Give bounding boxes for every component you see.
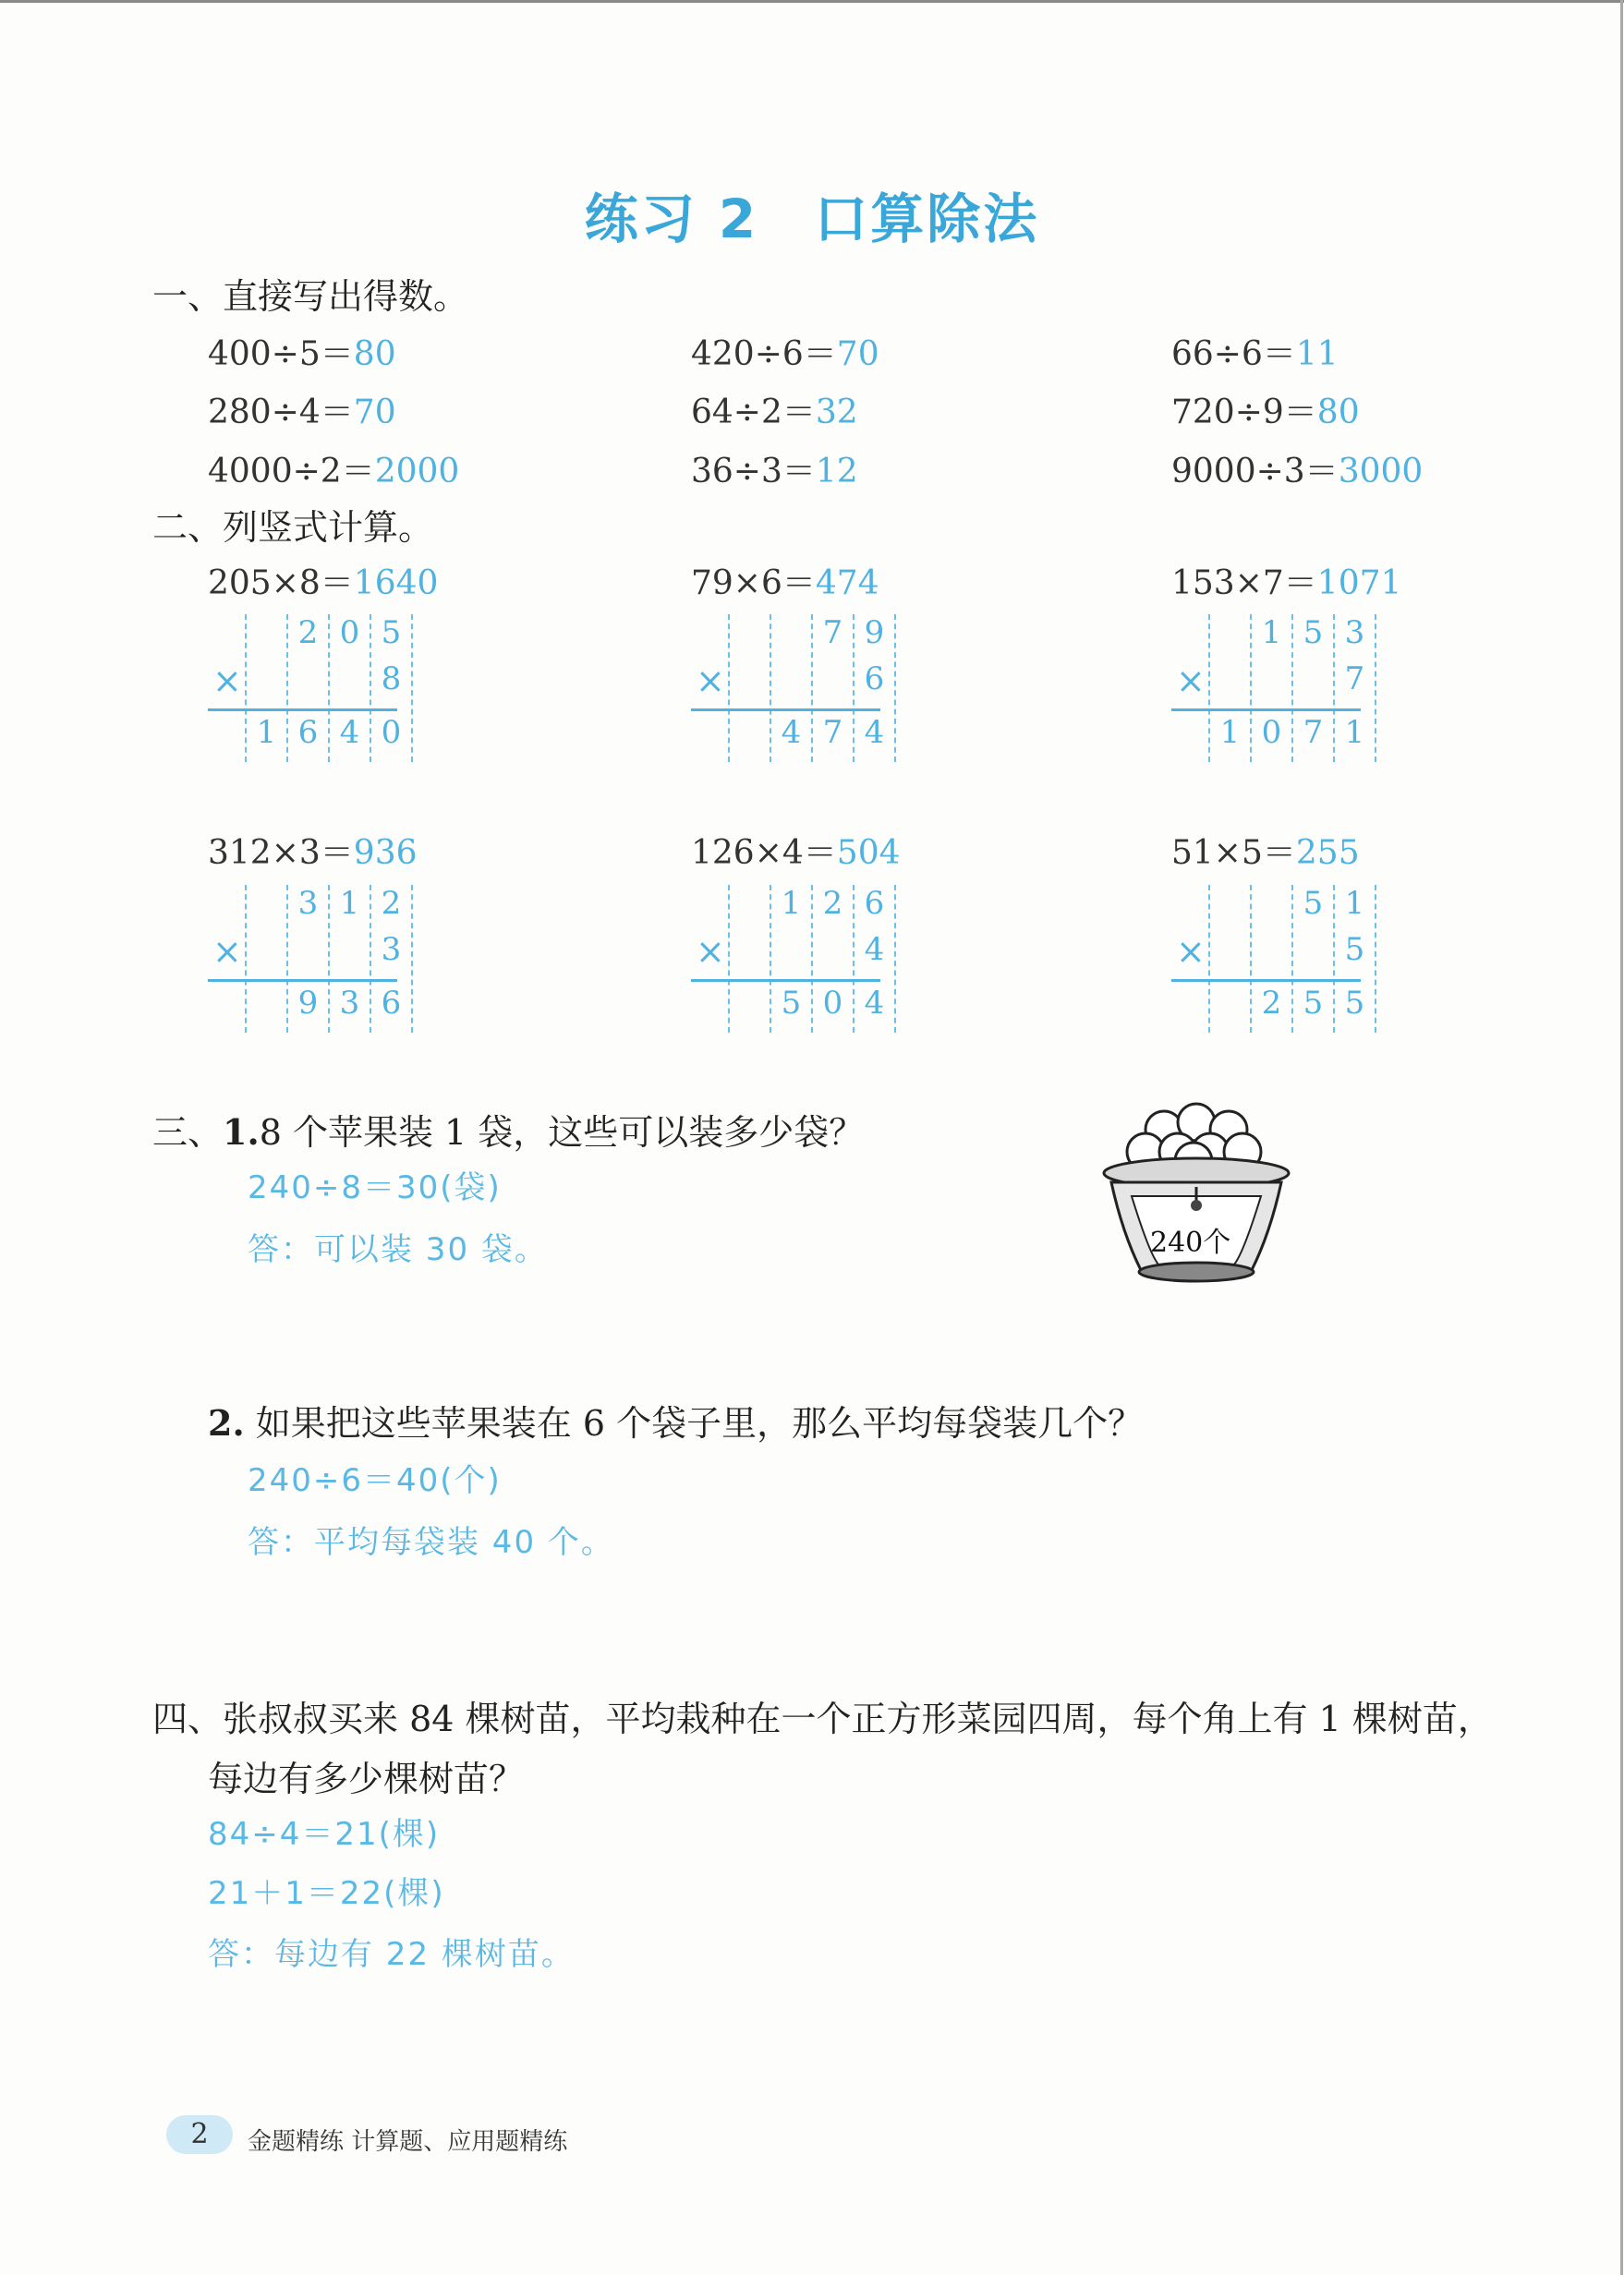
answer-calc: 84÷4＝21(棵) (208, 1816, 441, 1853)
answer-calc: 240÷6＝40(个) (248, 1462, 502, 1499)
digit: 9 (864, 614, 885, 651)
oral-item: 420÷6＝70 (691, 335, 879, 373)
times-sign: × (1176, 931, 1206, 972)
answer-text: 答：平均每袋装 40 个。 (248, 1524, 614, 1561)
digit: 3 (339, 985, 360, 1022)
right-border (1620, 0, 1623, 2275)
digit: 5 (781, 985, 802, 1022)
grid-dashed-line (1208, 885, 1210, 1033)
title-part2: 口算除法 (814, 188, 1040, 250)
digit: 6 (381, 985, 402, 1022)
digit: 1 (339, 885, 360, 922)
question-3-1: 三、1.8 个苹果装 1 袋，这些可以装多少袋？ (152, 1111, 865, 1153)
digit: 5 (1344, 931, 1365, 968)
digit: 1 (1219, 714, 1241, 751)
oral-item: 64÷2＝32 (691, 393, 858, 431)
vertical-expr: 51×5＝255 (1171, 834, 1360, 872)
digit: 1 (781, 885, 802, 922)
oral-item: 66÷6＝11 (1171, 335, 1339, 373)
digit: 3 (1344, 614, 1365, 651)
basket-label: 240个 (1150, 1227, 1231, 1259)
answer-calc: 21＋1＝22(棵) (208, 1875, 445, 1912)
digit: 6 (864, 885, 885, 922)
times-sign: × (212, 660, 242, 701)
times-sign: × (212, 931, 242, 972)
digit: 1 (1344, 885, 1365, 922)
digit: 7 (822, 714, 843, 751)
times-sign: × (1176, 660, 1206, 701)
product-line (1171, 708, 1361, 711)
question-4-line1: 四、张叔叔买来 84 棵树苗，平均栽种在一个正方形菜园四周，每个角上有 1 棵树苗， (152, 1699, 1493, 1739)
oral-item: 720÷9＝80 (1171, 393, 1360, 431)
oral-item: 400÷5＝80 (208, 335, 396, 373)
digit: 3 (381, 931, 402, 968)
oral-item: 4000÷2＝2000 (208, 453, 460, 490)
digit: 7 (1344, 660, 1365, 697)
digit: 5 (381, 614, 402, 651)
digit: 9 (297, 985, 319, 1022)
answer-text: 答：可以装 30 袋。 (248, 1231, 548, 1268)
footer-text: 金题精练 计算题、应用题精练 (248, 2128, 568, 2156)
digit: 4 (864, 985, 885, 1022)
digit: 1 (1261, 614, 1282, 651)
grid-dashed-line (728, 614, 730, 762)
product-line (691, 979, 880, 982)
page-number: 2 (166, 2115, 233, 2154)
section1-heading: 一、直接写出得数。 (152, 276, 469, 317)
question-4-line2: 每边有多少棵树苗？ (208, 1759, 525, 1799)
digit: 2 (1261, 985, 1282, 1022)
product-line (691, 708, 880, 711)
section2-heading: 二、列竖式计算。 (152, 507, 434, 548)
times-sign: × (696, 931, 725, 972)
digit: 5 (1303, 985, 1324, 1022)
digit: 2 (297, 614, 319, 651)
grid-dashed-line (245, 885, 247, 1033)
digit: 3 (297, 885, 319, 922)
oral-item: 36÷3＝12 (691, 453, 858, 490)
title-part1: 练习 2 (584, 188, 759, 250)
digit: 7 (822, 614, 843, 651)
question-3-2: 2. 如果把这些苹果装在 6 个袋子里，那么平均每袋装几个？ (208, 1402, 1144, 1444)
digit: 4 (781, 714, 802, 751)
answer-calc: 240÷8＝30(袋) (248, 1169, 502, 1206)
vertical-calc (208, 614, 411, 762)
digit: 5 (1303, 614, 1324, 651)
vertical-expr: 126×4＝504 (691, 834, 901, 872)
page-title (0, 175, 1624, 253)
grid-dashed-line (728, 885, 730, 1033)
vertical-expr: 312×3＝936 (208, 834, 418, 872)
digit: 1 (256, 714, 277, 751)
vertical-calc (1171, 885, 1375, 1033)
digit: 5 (1303, 885, 1324, 922)
vertical-calc (691, 614, 894, 762)
digit: 4 (864, 931, 885, 968)
digit: 6 (864, 660, 885, 697)
product-line (208, 708, 397, 711)
digit: 0 (822, 985, 843, 1022)
digit: 0 (1261, 714, 1282, 751)
digit: 2 (381, 885, 402, 922)
times-sign: × (696, 660, 725, 701)
digit: 0 (381, 714, 402, 751)
vertical-calc (691, 885, 894, 1033)
product-line (208, 979, 397, 982)
digit: 4 (339, 714, 360, 751)
digit: 5 (1344, 985, 1365, 1022)
digit: 8 (381, 660, 402, 697)
top-border (0, 0, 1624, 3)
vertical-calc (208, 885, 411, 1033)
digit: 2 (822, 885, 843, 922)
digit: 0 (339, 614, 360, 651)
vertical-expr: 79×6＝474 (691, 564, 879, 602)
digit: 7 (1303, 714, 1324, 751)
answer-text: 答：每边有 22 棵树苗。 (208, 1936, 575, 1973)
vertical-expr: 205×8＝1640 (208, 564, 439, 602)
vertical-calc (1171, 614, 1375, 762)
vertical-expr: 153×7＝1071 (1171, 564, 1402, 602)
oral-item: 9000÷3＝3000 (1171, 453, 1424, 490)
digit: 6 (297, 714, 319, 751)
product-line (1171, 979, 1361, 982)
digit: 1 (1344, 714, 1365, 751)
digit: 4 (864, 714, 885, 751)
oral-item: 280÷4＝70 (208, 393, 396, 431)
